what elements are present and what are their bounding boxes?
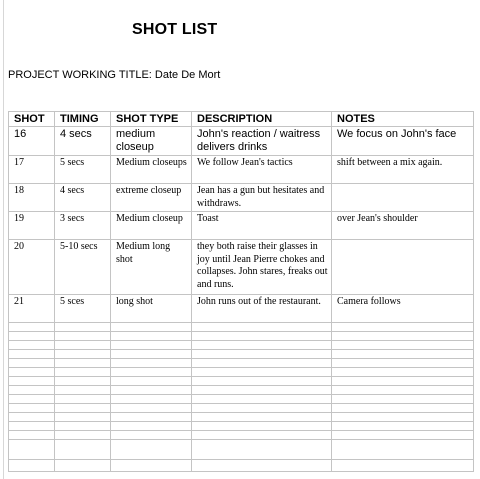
empty-cell <box>55 395 111 404</box>
empty-cell <box>55 341 111 350</box>
empty-cell <box>55 431 111 440</box>
empty-cell <box>55 323 111 332</box>
empty-cell <box>111 386 192 395</box>
empty-cell <box>55 422 111 431</box>
empty-table-row <box>9 368 474 377</box>
empty-cell <box>192 395 332 404</box>
document-title: SHOT LIST <box>132 21 218 38</box>
empty-cell <box>111 377 192 386</box>
shot-description: Jean has a gun but hesitates and withdraws. <box>192 184 332 212</box>
shot-timing: 4 secs <box>55 184 111 212</box>
table-row <box>9 295 474 323</box>
empty-cell <box>192 341 332 350</box>
shot-type: Medium long shot <box>111 240 192 295</box>
empty-cell <box>192 368 332 377</box>
empty-cell <box>9 422 55 431</box>
empty-cell <box>9 404 55 413</box>
empty-table-row <box>9 332 474 341</box>
empty-cell <box>111 460 192 472</box>
empty-cell <box>192 386 332 395</box>
empty-cell <box>192 350 332 359</box>
empty-table-row <box>9 413 474 422</box>
empty-cell <box>111 332 192 341</box>
empty-cell <box>192 413 332 422</box>
empty-cell <box>111 422 192 431</box>
empty-cell <box>55 460 111 472</box>
empty-cell <box>111 368 192 377</box>
empty-cell <box>9 368 55 377</box>
empty-cell <box>9 359 55 368</box>
shot-type: Medium closeups <box>111 156 192 184</box>
empty-cell <box>55 368 111 377</box>
shot-number: 18 <box>9 184 55 212</box>
shot-type: extreme closeup <box>111 184 192 212</box>
shot-type: Medium closeup <box>111 212 192 240</box>
empty-cell <box>192 404 332 413</box>
shot-number: 21 <box>9 295 55 323</box>
empty-cell <box>332 386 474 395</box>
empty-cell <box>55 332 111 341</box>
empty-cell <box>192 323 332 332</box>
empty-cell <box>332 332 474 341</box>
empty-cell <box>9 377 55 386</box>
empty-cell <box>9 431 55 440</box>
empty-cell <box>111 341 192 350</box>
table-row <box>9 156 474 184</box>
empty-cell <box>111 413 192 422</box>
shot-number: 17 <box>9 156 55 184</box>
empty-table-row <box>9 377 474 386</box>
shot-notes: We focus on John's face <box>332 127 474 156</box>
empty-cell <box>55 377 111 386</box>
project-title-line <box>8 69 220 81</box>
shot-timing: 5 sces <box>55 295 111 323</box>
header-description: DESCRIPTION <box>192 112 332 127</box>
empty-cell <box>192 460 332 472</box>
shot-number: 16 <box>9 127 55 156</box>
table-row <box>9 127 474 156</box>
empty-table-row <box>9 395 474 404</box>
empty-cell <box>9 413 55 422</box>
table-header-row <box>9 112 474 127</box>
shot-notes <box>332 240 474 295</box>
empty-table-row <box>9 350 474 359</box>
project-title-label: PROJECT WORKING TITLE: <box>8 69 152 81</box>
empty-cell <box>55 359 111 368</box>
empty-cell <box>192 377 332 386</box>
empty-table-row <box>9 422 474 431</box>
empty-table-row <box>9 359 474 368</box>
empty-cell <box>9 332 55 341</box>
empty-cell <box>111 440 192 460</box>
empty-table-row <box>9 386 474 395</box>
shot-timing: 5 secs <box>55 156 111 184</box>
empty-cell <box>332 440 474 460</box>
empty-table-row <box>9 431 474 440</box>
empty-cell <box>9 350 55 359</box>
shot-timing: 3 secs <box>55 212 111 240</box>
empty-cell <box>111 431 192 440</box>
table-row <box>9 184 474 212</box>
empty-cell <box>111 404 192 413</box>
empty-table-row <box>9 404 474 413</box>
empty-cell <box>9 440 55 460</box>
shot-description: We follow Jean's tactics <box>192 156 332 184</box>
shot-timing: 4 secs <box>55 127 111 156</box>
table-row <box>9 212 474 240</box>
empty-cell <box>9 386 55 395</box>
empty-cell <box>111 359 192 368</box>
empty-cell <box>332 323 474 332</box>
empty-cell <box>9 460 55 472</box>
header-shot: SHOT <box>9 112 55 127</box>
shot-list-table <box>8 111 474 472</box>
empty-cell <box>192 359 332 368</box>
project-title-value: Date De Mort <box>154 69 221 81</box>
empty-table-row <box>9 440 474 460</box>
shot-notes: Camera follows <box>332 295 474 323</box>
empty-cell <box>55 413 111 422</box>
shot-number: 20 <box>9 240 55 295</box>
empty-cell <box>332 350 474 359</box>
header-notes: NOTES <box>332 112 474 127</box>
empty-cell <box>332 431 474 440</box>
shot-notes: shift between a mix again. <box>332 156 474 184</box>
table-row <box>9 240 474 295</box>
empty-cell <box>332 395 474 404</box>
empty-cell <box>332 404 474 413</box>
empty-cell <box>332 422 474 431</box>
shot-description: John's reaction / waitress delivers drinks <box>192 127 332 156</box>
empty-cell <box>55 350 111 359</box>
empty-cell <box>192 431 332 440</box>
header-timing: TIMING <box>55 112 111 127</box>
empty-cell <box>192 440 332 460</box>
empty-cell <box>111 395 192 404</box>
empty-cell <box>55 404 111 413</box>
empty-cell <box>332 413 474 422</box>
shot-description: John runs out of the restaurant. <box>192 295 332 323</box>
empty-cell <box>111 323 192 332</box>
empty-cell <box>332 377 474 386</box>
empty-table-row <box>9 323 474 332</box>
empty-cell <box>332 341 474 350</box>
empty-cell <box>55 440 111 460</box>
empty-table-row <box>9 460 474 472</box>
shot-description: they both raise their glasses in joy until Jean Pierre chokes and collapses. John stares, freaks out and runs. <box>192 240 332 295</box>
shot-type: medium closeup <box>111 127 192 156</box>
empty-cell <box>332 359 474 368</box>
shot-notes: over Jean's shoulder <box>332 212 474 240</box>
shot-number: 19 <box>9 212 55 240</box>
empty-cell <box>9 323 55 332</box>
empty-cell <box>192 332 332 341</box>
empty-cell <box>55 386 111 395</box>
shot-notes <box>332 184 474 212</box>
shot-description: Toast <box>192 212 332 240</box>
empty-cell <box>192 422 332 431</box>
empty-cell <box>332 368 474 377</box>
shot-type: long shot <box>111 295 192 323</box>
page-margin-rule <box>3 0 4 479</box>
empty-cell <box>332 460 474 472</box>
empty-cell <box>111 350 192 359</box>
shot-timing: 5-10 secs <box>55 240 111 295</box>
empty-table-row <box>9 341 474 350</box>
empty-cell <box>9 341 55 350</box>
empty-cell <box>9 395 55 404</box>
header-shot-type: SHOT TYPE <box>111 112 192 127</box>
